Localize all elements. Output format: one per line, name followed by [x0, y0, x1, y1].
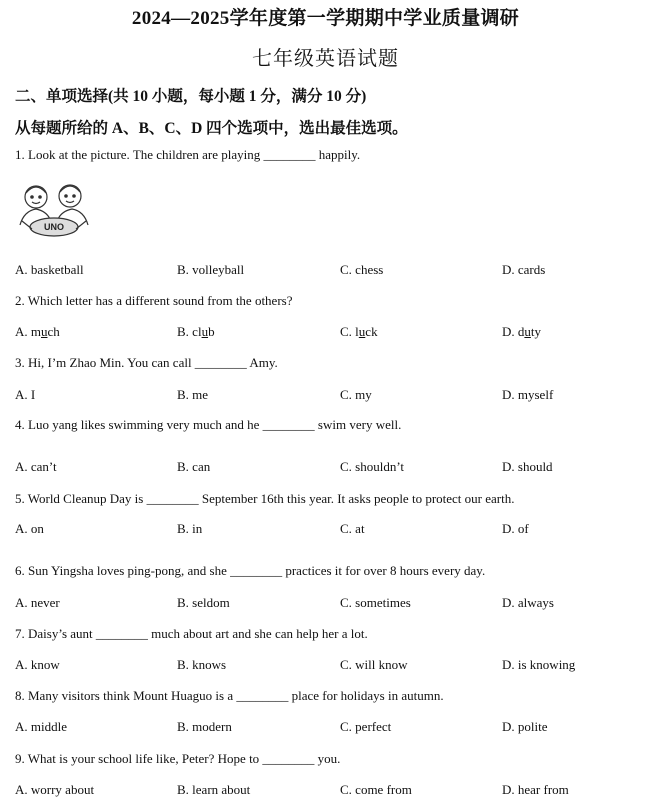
option-b: B. in: [177, 521, 203, 536]
option-d: D. duty: [502, 324, 542, 339]
option-c: C. shouldn’t: [340, 459, 405, 474]
option-c: C. perfect: [340, 719, 392, 734]
option-d: D. should: [502, 459, 553, 474]
option-d: D. of: [502, 521, 529, 536]
option-d: D. myself: [502, 387, 554, 402]
children-playing-cards-picture: [16, 181, 92, 241]
option-a: A. I: [15, 387, 36, 402]
option-b: B. volleyball: [177, 262, 245, 277]
option-b: B. seldom: [177, 595, 230, 610]
section-instruction: 从每题所给的 A、B、C、D 四个选项中，选出最佳选项。: [15, 120, 408, 137]
option-b: B. me: [177, 387, 209, 402]
option-c: C. will know: [340, 657, 408, 672]
question-3: 3. Hi, I’m Zhao Min. You can call ________ Amy.: [15, 355, 278, 370]
option-a: A. middle: [15, 719, 67, 734]
question-4: 4. Luo yang likes swimming very much and he ________ swim very well.: [15, 417, 402, 432]
option-c: C. my: [340, 387, 372, 402]
question-2: 2. Which letter has a different sound from the others?: [15, 293, 293, 308]
option-d: D. hear from: [502, 782, 569, 797]
question-6: 6. Sun Yingsha loves ping-pong, and she ________ practices it for over 8 hours every day.: [15, 563, 486, 578]
question-8: 8. Many visitors think Mount Huaguo is a ________ place for holidays in autumn.: [15, 688, 444, 703]
option-a: A. basketball: [15, 262, 84, 277]
option-d: D. polite: [502, 719, 548, 734]
option-c: C. come from: [340, 782, 412, 797]
option-d: D. always: [502, 595, 554, 610]
picture-label: UNO: [44, 222, 64, 232]
option-a: A. worry about: [15, 782, 95, 797]
option-b: B. learn about: [177, 782, 251, 797]
option-b: B. knows: [177, 657, 227, 672]
option-a: A. know: [15, 657, 60, 672]
option-a: A. never: [15, 595, 60, 610]
option-b: B. club: [177, 324, 215, 339]
exam-title: 2024—2025学年度第一学期期中学业质量调研: [131, 8, 520, 29]
option-d: D. is knowing: [502, 657, 576, 672]
question-9: 9. What is your school life like, Peter? Hope to ________ you.: [15, 751, 341, 766]
option-c: C. sometimes: [340, 595, 411, 610]
exam-subtitle: 七年级英语试题: [252, 48, 399, 70]
option-c: C. chess: [340, 262, 384, 277]
option-a: A. on: [15, 521, 44, 536]
option-c: C. at: [340, 521, 365, 536]
question-5: 5. World Cleanup Day is ________ September 16th this year. It asks people to protect our earth.: [15, 491, 515, 506]
section-heading: 二、单项选择(共 10 小题，每小题 1 分，满分 10 分): [15, 88, 367, 105]
option-a: A. can’t: [15, 459, 57, 474]
option-b: B. can: [177, 459, 211, 474]
question-7: 7. Daisy’s aunt ________ much about art and she can help her a lot.: [15, 626, 368, 641]
option-a: A. much: [15, 324, 60, 339]
option-b: B. modern: [177, 719, 232, 734]
option-d: D. cards: [502, 262, 546, 277]
question-1: 1. Look at the picture. The children are playing ________ happily.: [15, 147, 361, 162]
option-c: C. luck: [340, 324, 378, 339]
